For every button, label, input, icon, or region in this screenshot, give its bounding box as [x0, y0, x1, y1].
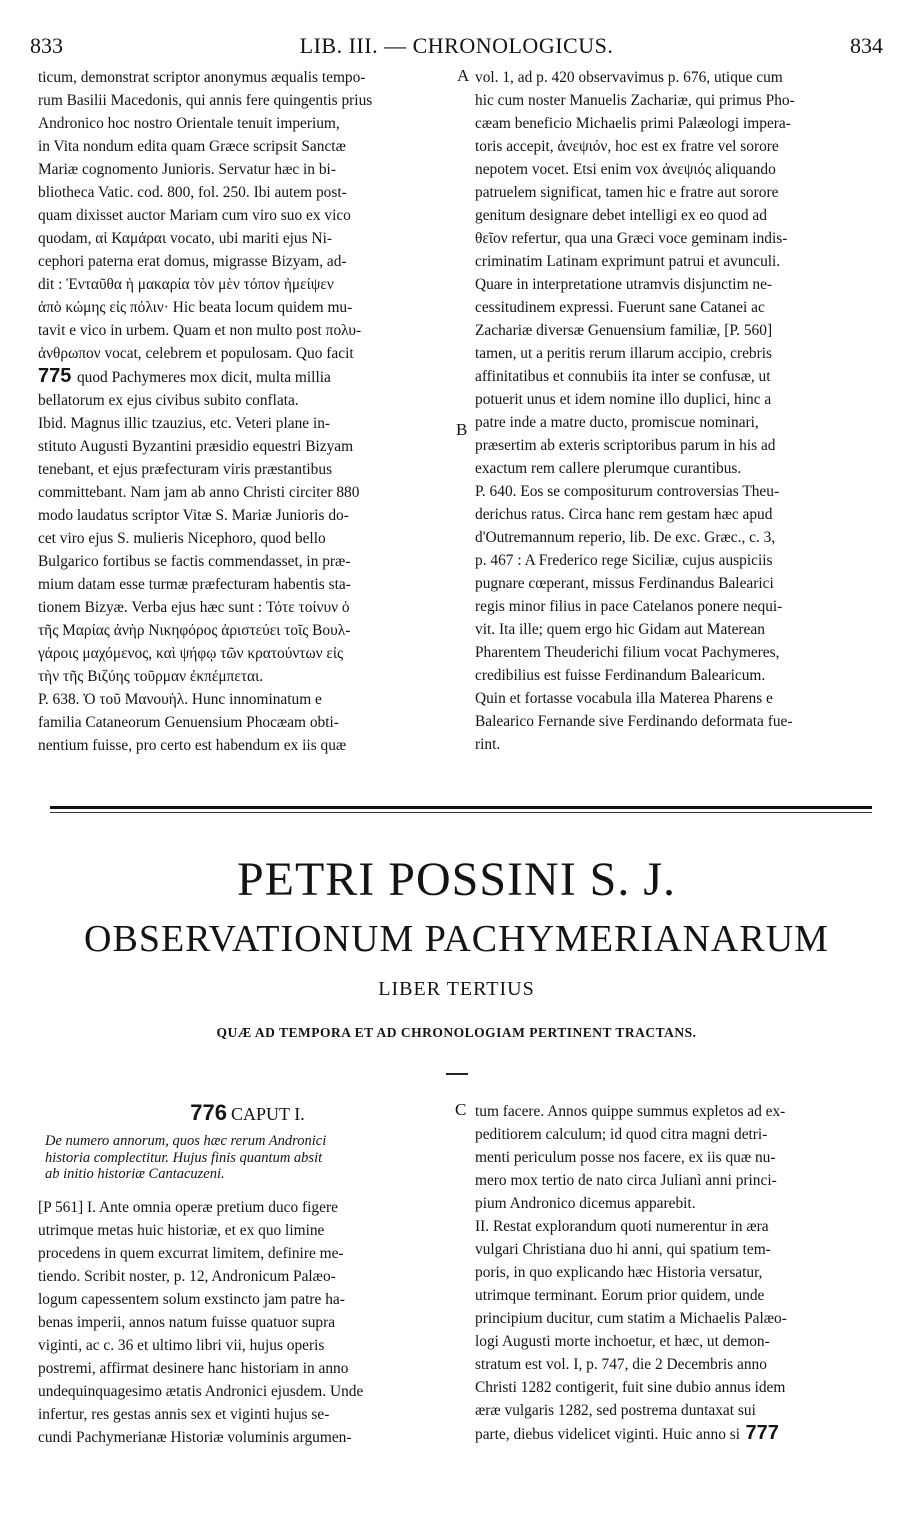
upper-left-line: γάροις μαχόμενος, καὶ ψήφῳ τῶν κρατούντων εἰς	[38, 645, 344, 662]
upper-left-line: in Vita nondum edita quam Græce scripsit Sanctæ	[38, 138, 346, 155]
lower-right-line: pium Andronico dicemus apparebit.	[475, 1195, 696, 1212]
chapter-label: CAPUT I.	[231, 1104, 305, 1124]
upper-right-column	[475, 66, 875, 756]
upper-left-line: mium datam esse turmæ præfecturam habentis sta-	[38, 576, 351, 593]
lower-left-line: postremi, affirmat desinere hanc historiam in anno	[38, 1360, 349, 1377]
upper-left-line: ἀπὸ κώμης εἰς πόλιν· Hic beata locum quidem mu-	[38, 299, 353, 316]
upper-right-line: rint.	[475, 736, 501, 753]
lower-left-line: viginti, ac c. 36 et ultimo libri vii, hujus operis	[38, 1337, 325, 1354]
upper-right-line: nepotem vocet. Etsi enim vox ἀνεψιός aliquando	[475, 161, 776, 178]
lower-right-line: æræ vulgaris 1282, sed postrema duntaxat sui	[475, 1402, 756, 1419]
upper-left-line: cephori paterna erat domus, migrasse Bizyam, ad-	[38, 253, 347, 270]
running-header	[30, 33, 883, 59]
upper-right-line: hic cum noster Manuelis Zachariæ, qui primus Pho-	[475, 92, 795, 109]
margin-letter-b: B	[456, 420, 468, 439]
running-title: LIB. III. — CHRONOLOGICUS.	[299, 33, 614, 58]
lower-right-line: II. Restat explorandum quoti numerentur in æra	[475, 1218, 769, 1235]
upper-right-line: P. 640. Eos se compositurum controversias Theu-	[475, 483, 780, 500]
upper-right-line: tamen, ut a peritis rerum illarum accipio, crebris	[475, 345, 773, 362]
upper-right-line: Quare in interpretatione utramvis disjunctim ne-	[475, 276, 773, 293]
upper-right-line: potuerit unus et idem nomine illo duplici, hinc a	[475, 391, 772, 408]
page-number-right: 834	[850, 33, 883, 58]
lower-right-line: Christi 1282 contigerit, fuit sine dubio annus idem	[475, 1379, 786, 1396]
upper-right-line: genitum designare debet intelligi ex eo quod ad	[475, 207, 767, 224]
upper-right-line: exactum rem callere plerumque curantibus.	[475, 460, 742, 477]
upper-right-line: affinitatibus et connubiis ita inter se confusæ, ut	[475, 368, 771, 385]
upper-left-column	[38, 66, 456, 757]
upper-left-line: tavit e vico in urbem. Quam et non multo post πολυ-	[38, 322, 362, 339]
upper-right-line: Zachariæ diversæ Genuensium familiæ, [P. 560]	[475, 322, 773, 339]
lower-right-line: peditiorem calculum; id quod citra magni detri-	[475, 1126, 768, 1143]
upper-left-line: τὴν τῆς Βιζύης τοῦρμαν ἐκπέμπεται.	[38, 668, 264, 685]
upper-left-line: committebant. Nam jam ab anno Christi circiter 880	[38, 484, 360, 501]
lower-right-line: vulgari Christiana duo hi anni, qui spatium tem-	[475, 1241, 771, 1258]
margin-letter-c: C	[455, 1100, 467, 1119]
upper-right-line: criminatim Latinam exprimunt patrui et avunculi.	[475, 253, 781, 270]
upper-left-line: stituto Augusti Byzantini præsidio equestri Bizyam	[38, 438, 354, 455]
upper-right-line: præsertim ab exteris scriptoribus parum in his ad	[475, 437, 776, 454]
upper-left-line: rum Basilii Macedonis, qui annis fere quingentis prius	[38, 92, 373, 109]
lower-right-line: utrimque terminant. Eorum prior quidem, unde	[475, 1287, 765, 1304]
upper-right-line: patruelem significat, tamen hic e fratre aut sorore	[475, 184, 779, 201]
lower-right-line: stratum est vol. I, p. 747, die 2 Decembris anno	[475, 1356, 767, 1373]
summary-line: De numero annorum, quos hæc rerum Andronici	[45, 1133, 327, 1149]
page-number-left: 833	[30, 33, 63, 58]
summary-line: ab initio historiæ Cantacuzeni.	[45, 1166, 225, 1182]
lower-left-line: cundi Pachymerianæ Historiæ voluminis argumen-	[38, 1429, 352, 1446]
title-book: LIBER TERTIUS	[378, 978, 535, 1000]
upper-right-line: cessitudinem expressi. Fuerunt sane Catanei ac	[475, 299, 765, 316]
section-rule-thin	[50, 812, 872, 813]
lower-right-line: mero mox tertio de nato circa Julianì anni princi-	[475, 1172, 777, 1189]
column-number-775: 775	[38, 365, 77, 387]
upper-right-line: regis minor filius in pace Catelanos ponere nequi-	[475, 598, 783, 615]
title-author: PETRI POSSINI S. J.	[236, 853, 677, 906]
title-dash	[446, 1073, 468, 1075]
upper-left-line: cet viro ejus S. mulieris Nicephoro, quod bello	[38, 530, 326, 547]
upper-left-line: bellatorum ex ejus civibus subito conflata.	[38, 392, 299, 409]
upper-left-line: familia Cataneorum Genuensium Phocæam obti-	[38, 714, 339, 731]
upper-right-line: θεῖον refertur, qua una Græci voce geminam indis-	[475, 230, 788, 247]
upper-left-line: dit : Ἐνταῦθα ἡ μακαρία τὸν μὲν τόπον ἠμείψεν	[38, 276, 334, 293]
upper-left-line: nentium fuisse, pro certo est habendum ex iis quæ	[38, 737, 347, 754]
lower-left-line: utrimque metas huic historiæ, et ex quo limine	[38, 1222, 325, 1239]
upper-left-line: P. 638. Ὁ τοῦ Μανουὴλ. Hunc innominatum e	[38, 691, 322, 708]
lower-right-line: logi Augusti morte inchoetur, et hæc, ut demon-	[475, 1333, 770, 1350]
upper-left-line: Andronico hoc nostro Orientale tenuit imperium,	[38, 115, 340, 132]
upper-left-line: τῆς Μαρίας ἀνὴρ Νικηφόρος ἀριστεύει τοῖς Βουλ-	[38, 622, 351, 639]
upper-right-line: p. 467 : A Frederico rege Siciliæ, cujus auspiciis	[475, 552, 773, 569]
upper-left-line: ticum, demonstrat scriptor anonymus æqualis tempo-	[38, 69, 366, 86]
lower-left-line: logum capessentem solum exstincto jam patre ha-	[38, 1291, 345, 1308]
upper-left-line: Bulgarico fortibus se factis commendasset, in præ-	[38, 553, 351, 570]
upper-left-line: ἀνθρωπον vocat, celebrem et populosam. Quo facit	[38, 345, 354, 362]
upper-right-line: derichus ratus. Circa hanc rem gestam hæc apud	[475, 506, 773, 523]
lower-right-line: tum facere. Annos quippe summus expletos ad ex-	[475, 1103, 786, 1120]
margin-letter-a: A	[457, 66, 470, 85]
lower-left-line: undequinquagesimo ætatis Andronici ejusdem. Unde	[38, 1383, 364, 1400]
lower-left-line: benas imperii, annos natum fuisse quatuor supra	[38, 1314, 336, 1331]
summary-line: historia complectitur. Hujus finis quantum absit	[45, 1149, 323, 1166]
upper-left-line: tionem Bizyæ. Verba ejus hæc sunt : Τότε τοίνυν ὁ	[38, 599, 350, 616]
section-rule	[50, 806, 872, 809]
upper-right-line: Quin et fortasse vocabula illa Materea Pharens e	[475, 690, 773, 707]
upper-right-line: vit. Ita ille; quem ergo hic Gidam aut Materean	[475, 621, 765, 638]
lower-left-line: tiendo. Scribit noster, p. 12, Andronicum Palæo-	[38, 1268, 336, 1285]
lower-left-line: infertur, res gestas annis sex et viginti hujus se-	[38, 1406, 330, 1423]
upper-left-line: modo laudatus scriptor Vitæ S. Mariæ Junioris do-	[38, 507, 349, 524]
upper-right-line: toris accepit, ἀνεψιόν, hoc est ex fratre vel sorore	[475, 138, 779, 155]
lower-right-line: parte, diebus videlicet viginti. Huic anno si 777	[475, 1422, 779, 1444]
upper-left-line: bliotheca Vatic. cod. 800, fol. 250. Ibi autem post-	[38, 184, 347, 201]
upper-right-line: cæam beneficio Michaelis primi Palæologi impera-	[475, 115, 791, 132]
lower-left-line: [P 561] I. Ante omnia operæ pretium duco figere	[38, 1199, 338, 1216]
upper-left-line: quodam, αἱ Καμάραι vocato, ubi mariti ejus Ni-	[38, 230, 332, 247]
column-number-776: 776	[190, 1100, 228, 1125]
upper-right-line: Pharentem Theuderichi filium vocat Pachymeres,	[475, 644, 780, 661]
upper-left-line: Ibid. Magnus illic tzauzius, etc. Veteri plane in-	[38, 415, 331, 432]
upper-left-line: Mariæ cognomento Junioris. Servatur hæc in bi-	[38, 161, 336, 178]
upper-right-line: Balearico Fernande sive Ferdinando deformata fue-	[475, 713, 793, 730]
upper-right-line: pugnare cœperant, missus Ferdinandus Balearici	[475, 575, 774, 592]
lower-right-line: poris, in quo explicando hæc Historia versatur,	[475, 1264, 763, 1281]
chapter-summary	[45, 1133, 450, 1183]
upper-right-line: patre inde a matre ducto, promiscue nominari,	[475, 414, 759, 431]
title-main: OBSERVATIONUM PACHYMERIANARUM	[84, 918, 829, 960]
title-subtitle: QUÆ AD TEMPORA ET AD CHRONOLOGIAM PERTINENT TRACTANS.	[216, 1025, 697, 1040]
column-number-777: 777	[740, 1422, 779, 1444]
lower-left-line: procedens in quem excurrat limitem, definire me-	[38, 1245, 344, 1262]
upper-left-line: quam dixisset auctor Mariam cum viro suo ex vico	[38, 207, 351, 224]
upper-right-line: credibilius est fuisse Ferdinandum Balearicum.	[475, 667, 766, 684]
upper-left-line: 775 quod Pachymeres mox dicit, multa millia	[38, 365, 331, 387]
upper-left-line: tenebant, et ejus præfecturam viris præstantibus	[38, 461, 333, 478]
lower-right-line: principium ducitur, cum statim a Michaelis Palæo-	[475, 1310, 787, 1327]
upper-right-line: d'Outremannum reperio, lib. De exc. Græc., c. 3,	[475, 529, 776, 546]
upper-right-line: vol. 1, ad p. 420 observavimus p. 676, utique cum	[475, 69, 783, 86]
lower-left-column	[38, 1196, 448, 1449]
chapter-heading	[45, 1100, 450, 1126]
lower-right-line: menti periculum posse nos facere, ex iis quæ nu-	[475, 1149, 776, 1166]
lower-right-column	[475, 1100, 875, 1446]
